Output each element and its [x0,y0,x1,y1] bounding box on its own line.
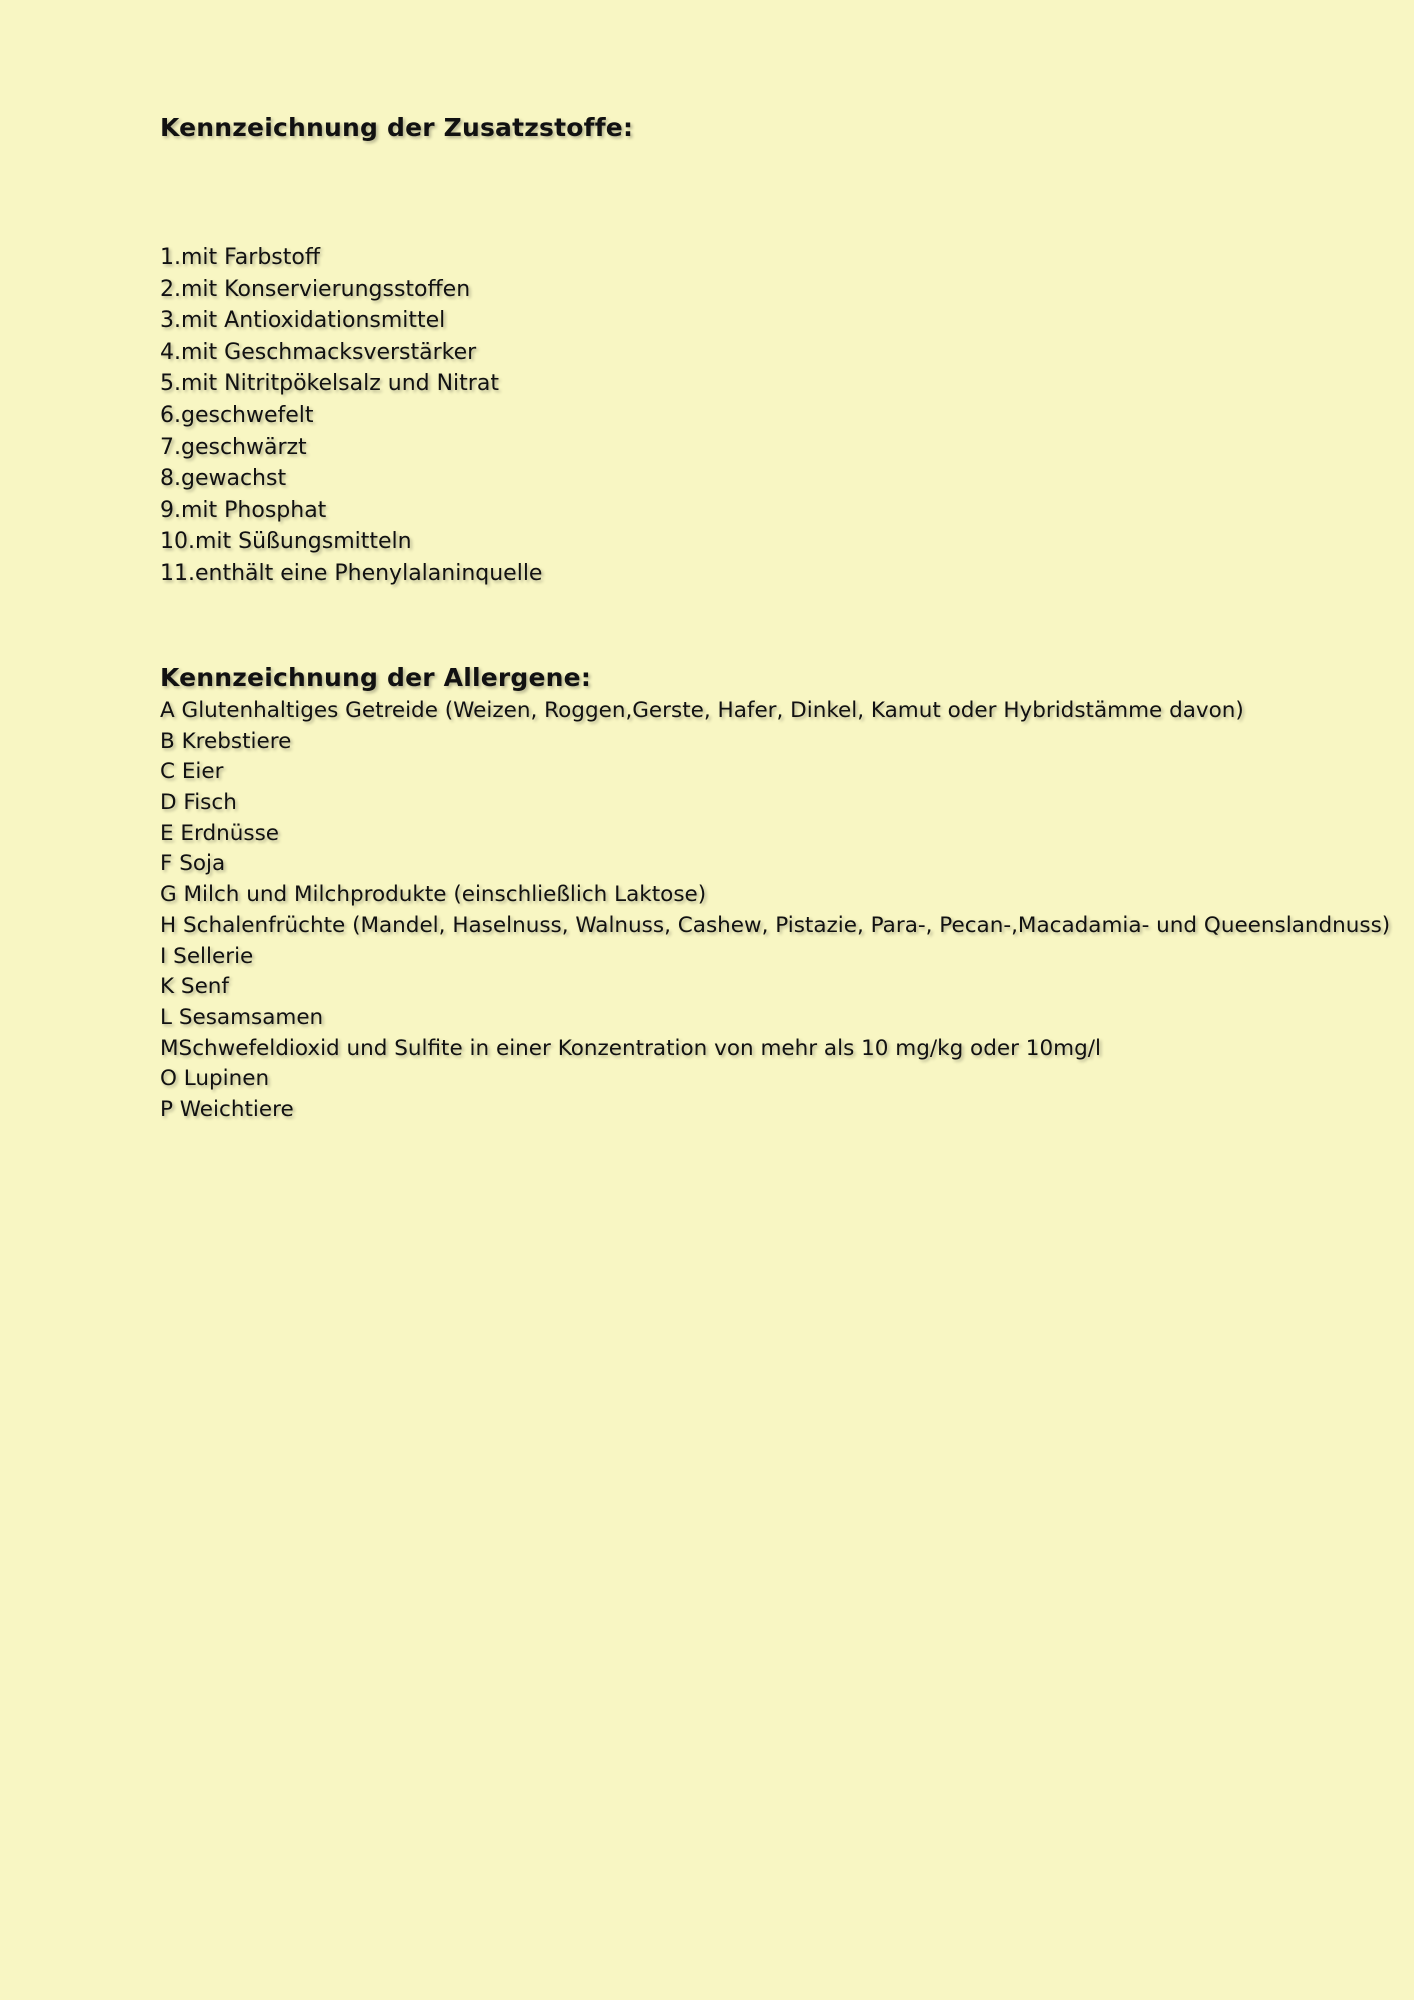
allergen-item: O Lupinen [160,1066,270,1092]
allergens-section [160,660,1400,1126]
additive-item: 7.geschwärzt [160,434,307,460]
additive-item: 2.mit Konservierungsstoffen [160,276,471,302]
allergen-item: I Sellerie [160,943,254,969]
additives-section [160,110,1400,590]
additive-item: 4.mit Geschmacksverstärker [160,339,477,365]
additives-heading: Kennzeichnung der Zusatzstoffe: [160,113,634,142]
allergen-item: E Erdnüsse [160,820,279,846]
allergen-item: H Schalenfrüchte (Mandel, Haselnuss, Walnuss, Cashew, Pistazie, Para-, Pecan-,Macadamia- und Queenslandnuss) [160,912,1391,938]
additive-item: 1.mit Farbstoff [160,245,320,270]
allergen-item: G Milch und Milchprodukte (einschließlich Laktose) [160,882,707,908]
additive-item: 9.mit Phosphat [160,497,327,523]
additive-item: 11.enthält eine Phenylalaninquelle [160,560,543,586]
allergen-item: B Krebstiere [160,728,292,754]
additive-item: 8.gewachst [160,466,287,492]
allergen-item: F Soja [160,851,226,877]
additives-list [160,242,1400,590]
additive-item: 5.mit Nitritpökelsalz und Nitrat [160,371,499,397]
allergen-item: K Senf [160,974,230,1000]
allergen-item: MSchwefeldioxid und Sulfite in einer Konzentration von mehr als 10 mg/kg oder 10mg/l [160,1035,1101,1061]
allergen-item: A Glutenhaltiges Getreide (Weizen, Roggen,Gerste, Hafer, Dinkel, Kamut oder Hybridstämme davon) [160,698,1244,723]
allergens-heading: Kennzeichnung der Allergene: [160,663,592,692]
allergen-item: C Eier [160,759,224,785]
additive-item: 3.mit Antioxidationsmittel [160,308,446,334]
additive-item: 6.geschwefelt [160,402,314,428]
allergens-list [160,696,1400,1126]
allergen-item: P Weichtiere [160,1096,294,1122]
allergen-item: L Sesamsamen [160,1004,324,1030]
allergen-item: D Fisch [160,790,237,816]
additive-item: 10.mit Süßungsmitteln [160,529,412,555]
